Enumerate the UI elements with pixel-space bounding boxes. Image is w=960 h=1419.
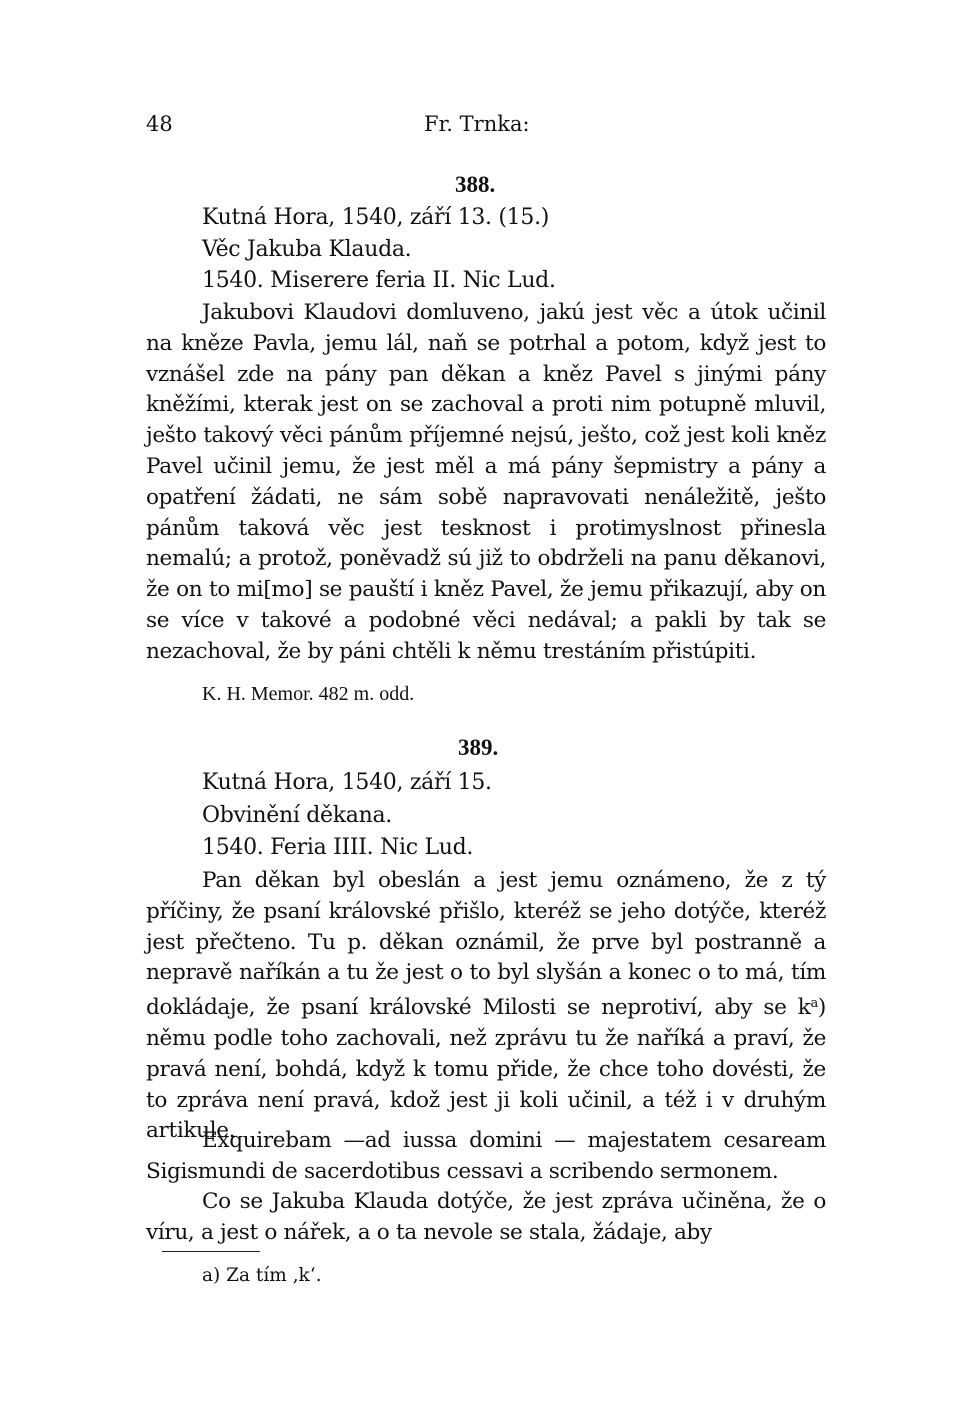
document-text-paragraph — [146, 866, 826, 1147]
running-title: Fr. Trnka: — [424, 112, 530, 136]
page-number: 48 — [146, 112, 173, 136]
document-subject: Obvinění děkana. — [202, 803, 392, 828]
document-text-paragraph: Co se Jakuba Klauda dotýče, že jest zpráva učiněna, že o víru, a jest o nářek, a o ta nevole se stala, žádaje, aby — [146, 1189, 826, 1245]
document-text-paragraph: Exquirebam —ad iussa domini — majestatem cesaream Sigismundi de sacerdotibus cessavi a scribendo sermonem. — [146, 1128, 826, 1184]
paragraph-text: Pan děkan byl obeslán a jest jemu oznámeno, že z tý příčiny, že psaní královské přišlo, kteréž se jeho dotýče, kteréž jest přečteno. Tu p. děkan oznámil, že prve byl postranně a nepravě naříkán a tu že jest o to byl slyšán a konec o to má, tím dokládaje, že psaní královské Milosti se neprotiví, aby se k — [146, 868, 826, 1021]
footnote-rule — [162, 1251, 260, 1252]
document-number: 389. — [458, 735, 499, 760]
running-header — [146, 112, 826, 142]
footnote: a) Za tím ‚k‘. — [202, 1265, 322, 1286]
footnote-marker: a — [810, 996, 818, 1012]
document-text-paragraph: Jakubovi Klaudovi domluveno, jakú jest věc a útok učinil na kněze Pavla, jemu lál, naň se potrhal a potom, když jest to vznášel zde na pány pan děkan a kněz Pavel s jinými pány kněžími, kterak jest on se zachoval a proti nim potupně mluvil, ješto takový věci pánům příjemné nejsú, ješto, což jest koli kněz Pavel učinil jemu, že jest měl a má pány šepmistry a pány a opatření žádati, ne sám sobě napravovati nenáležitě, ješto pánům taková věc jest tesknost i protimyslnost přinesla nemalú; a protož, poněvadž sú již to obdrželi na panu děkanovi, že on to mi[mo] se pauští i kněz Pavel, že jemu přikazují, aby on se více v takové a podobné věci nedával; a pakli by tak se nezachoval, že by páni chtěli k němu trestáním přistúpiti. — [146, 300, 826, 664]
document-dating: 1540. Miserere feria II. Nic Lud. — [202, 268, 556, 293]
document-subject: Věc Jakuba Klauda. — [202, 237, 412, 262]
document-place-date: Kutná Hora, 1540, září 13. (15.) — [202, 205, 550, 230]
document-source: K. H. Memor. 482 m. odd. — [202, 683, 415, 705]
paragraph-text-continuation: ) němu podle toho zachovali, než zprávu tu že naříká a praví, že pravá není, bohdá, když k tomu přide, že chce toho dovésti, že to zpráva není pravá, kdož jest ji koli učinil, a též i v druhým artikule. — [146, 995, 826, 1144]
document-place-date: Kutná Hora, 1540, září 15. — [202, 770, 492, 795]
document-dating: 1540. Feria IIII. Nic Lud. — [202, 835, 474, 860]
document-number: 388. — [455, 172, 496, 197]
